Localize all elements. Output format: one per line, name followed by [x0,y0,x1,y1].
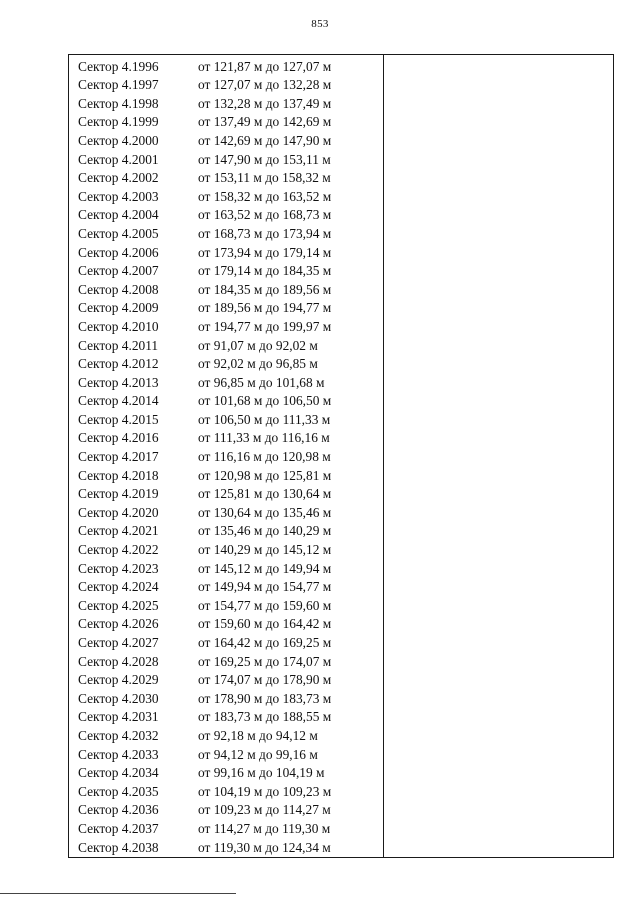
distance-range: от 194,77 м до 199,97 м [198,318,332,334]
list-item [69,224,383,243]
distance-range: от 173,94 м до 179,14 м [198,244,332,260]
sector-label: Сектор 4.2008 [78,281,159,297]
list-item [69,131,383,150]
sector-label: Сектор 4.2011 [78,337,159,353]
sector-rows [69,55,383,857]
list-item [69,764,383,783]
distance-range: от 163,52 м до 168,73 м [198,207,332,223]
distance-range: от 154,77 м до 159,60 м [198,597,332,613]
sector-label: Сектор 4.2000 [78,132,159,148]
sector-label: Сектор 4.2007 [78,263,159,279]
sector-label: Сектор 4.1999 [78,114,159,130]
empty-notes-cell [384,55,614,858]
sector-label: Сектор 4.2028 [78,653,159,669]
list-item [69,280,383,299]
distance-range: от 183,73 м до 188,55 м [198,709,332,725]
list-item [69,503,383,522]
sector-label: Сектор 4.2020 [78,504,159,520]
sector-label: Сектор 4.2037 [78,820,159,836]
sector-label: Сектор 4.2017 [78,449,159,465]
distance-range: от 174,07 м до 178,90 м [198,672,332,688]
list-item [69,94,383,113]
list-item [69,355,383,374]
distance-range: от 147,90 м до 153,11 м [198,151,331,167]
distance-range: от 94,12 м до 99,16 м [198,746,318,762]
sector-label: Сектор 4.2001 [78,151,159,167]
list-item [69,801,383,820]
sector-label: Сектор 4.2009 [78,300,159,316]
distance-range: от 111,33 м до 116,16 м [198,430,330,446]
sector-label: Сектор 4.2002 [78,170,159,186]
list-item [69,299,383,318]
page-number: 853 [311,18,329,30]
distance-range: от 120,98 м до 125,81 м [198,467,332,483]
distance-range: от 169,25 м до 174,07 м [198,653,332,669]
distance-range: от 189,56 м до 194,77 м [198,300,332,316]
list-item [69,336,383,355]
list-item [69,596,383,615]
distance-range: от 96,85 м до 101,68 м [198,374,325,390]
list-item [69,708,383,727]
distance-range: от 92,02 м до 96,85 м [198,356,318,372]
sector-label: Сектор 4.2038 [78,839,159,855]
sector-label: Сектор 4.2003 [78,188,159,204]
sector-label: Сектор 4.2025 [78,597,159,613]
distance-range: от 116,16 м до 120,98 м [198,449,331,465]
list-item [69,726,383,745]
sector-table [68,54,614,858]
distance-range: от 91,07 м до 92,02 м [198,337,318,353]
distance-range: от 104,19 м до 109,23 м [198,783,332,799]
sector-label: Сектор 4.1997 [78,77,159,93]
distance-range: от 149,94 м до 154,77 м [198,579,332,595]
distance-range: от 92,18 м до 94,12 м [198,727,318,743]
list-item [69,745,383,764]
list-item [69,689,383,708]
list-item [69,57,383,76]
sector-label: Сектор 4.2032 [78,727,159,743]
distance-range: от 179,14 м до 184,35 м [198,263,332,279]
distance-range: от 158,32 м до 163,52 м [198,188,332,204]
distance-range: от 137,49 м до 142,69 м [198,114,332,130]
list-item [69,317,383,336]
sector-label: Сектор 4.2015 [78,411,159,427]
sector-label: Сектор 4.2012 [78,356,159,372]
distance-range: от 106,50 м до 111,33 м [198,411,331,427]
sector-label: Сектор 4.2027 [78,635,159,650]
distance-range: от 145,12 м до 149,94 м [198,560,332,576]
list-item [69,615,383,634]
sector-label: Сектор 4.2021 [78,523,159,539]
sector-label: Сектор 4.2030 [78,690,159,706]
sector-label: Сектор 4.2031 [78,709,159,725]
sector-label: Сектор 4.1996 [78,58,159,74]
sector-label: Сектор 4.2019 [78,486,159,502]
list-item [69,206,383,225]
distance-range: от 178,90 м до 183,73 м [198,690,332,706]
sector-label: Сектор 4.2014 [78,393,159,409]
distance-range: от 127,07 м до 132,28 м [198,77,332,93]
list-item [69,150,383,169]
distance-range: от 101,68 м до 106,50 м [198,393,332,409]
sector-label: Сектор 4.2016 [78,430,159,446]
list-item [69,169,383,188]
distance-range: от 121,87 м до 127,07 м [198,58,332,74]
list-item [69,447,383,466]
sector-label: Сектор 4.1998 [78,95,159,111]
list-item [69,76,383,95]
distance-range: от 159,60 м до 164,42 м [198,616,332,632]
list-item [69,782,383,801]
list-item [69,838,383,857]
sector-label: Сектор 4.2035 [78,783,159,799]
sector-label: Сектор 4.2013 [78,374,159,390]
list-item [69,187,383,206]
list-item [69,113,383,132]
distance-range: от 168,73 м до 173,94 м [198,225,332,241]
list-item [69,540,383,559]
list-item [69,392,383,411]
list-item [69,485,383,504]
distance-range: от 125,81 м до 130,64 м [198,486,332,502]
sector-label: Сектор 4.2036 [78,802,159,818]
list-item [69,522,383,541]
list-item [69,429,383,448]
sector-label: Сектор 4.2006 [78,244,159,260]
sector-label: Сектор 4.2018 [78,467,159,483]
list-item [69,559,383,578]
sector-label: Сектор 4.2010 [78,318,159,334]
table-row [69,55,614,858]
sector-label: Сектор 4.2029 [78,672,159,688]
distance-range: от 164,42 м до 169,25 м [198,635,332,650]
list-item [69,578,383,597]
distance-range: от 99,16 м до 104,19 м [198,765,325,781]
footer-rule [0,893,236,894]
distance-range: от 130,64 м до 135,46 м [198,504,332,520]
distance-range: от 153,11 м до 158,32 м [198,170,331,186]
distance-range: от 140,29 м до 145,12 м [198,542,332,558]
sector-label: Сектор 4.2005 [78,225,159,241]
list-item [69,373,383,392]
list-item [69,466,383,485]
distance-range: от 142,69 м до 147,90 м [198,132,332,148]
sector-label: Сектор 4.2033 [78,746,159,762]
list-item [69,652,383,671]
list-item [69,671,383,690]
sector-label: Сектор 4.2023 [78,560,159,576]
distance-range: от 109,23 м до 114,27 м [198,802,331,818]
list-item [69,633,383,652]
distance-range: от 114,27 м до 119,30 м [198,820,331,836]
list-item [69,819,383,838]
distance-range: от 135,46 м до 140,29 м [198,523,332,539]
distance-range: от 184,35 м до 189,56 м [198,281,332,297]
sector-label: Сектор 4.2034 [78,765,159,781]
sector-label: Сектор 4.2026 [78,616,159,632]
sector-label: Сектор 4.2004 [78,207,159,223]
list-item [69,262,383,281]
list-item [69,410,383,429]
distance-range: от 132,28 м до 137,49 м [198,95,332,111]
distance-range: от 119,30 м до 124,34 м [198,839,331,855]
list-item [69,243,383,262]
sector-label: Сектор 4.2024 [78,579,159,595]
sector-list-cell [69,55,384,858]
sector-label: Сектор 4.2022 [78,542,159,558]
